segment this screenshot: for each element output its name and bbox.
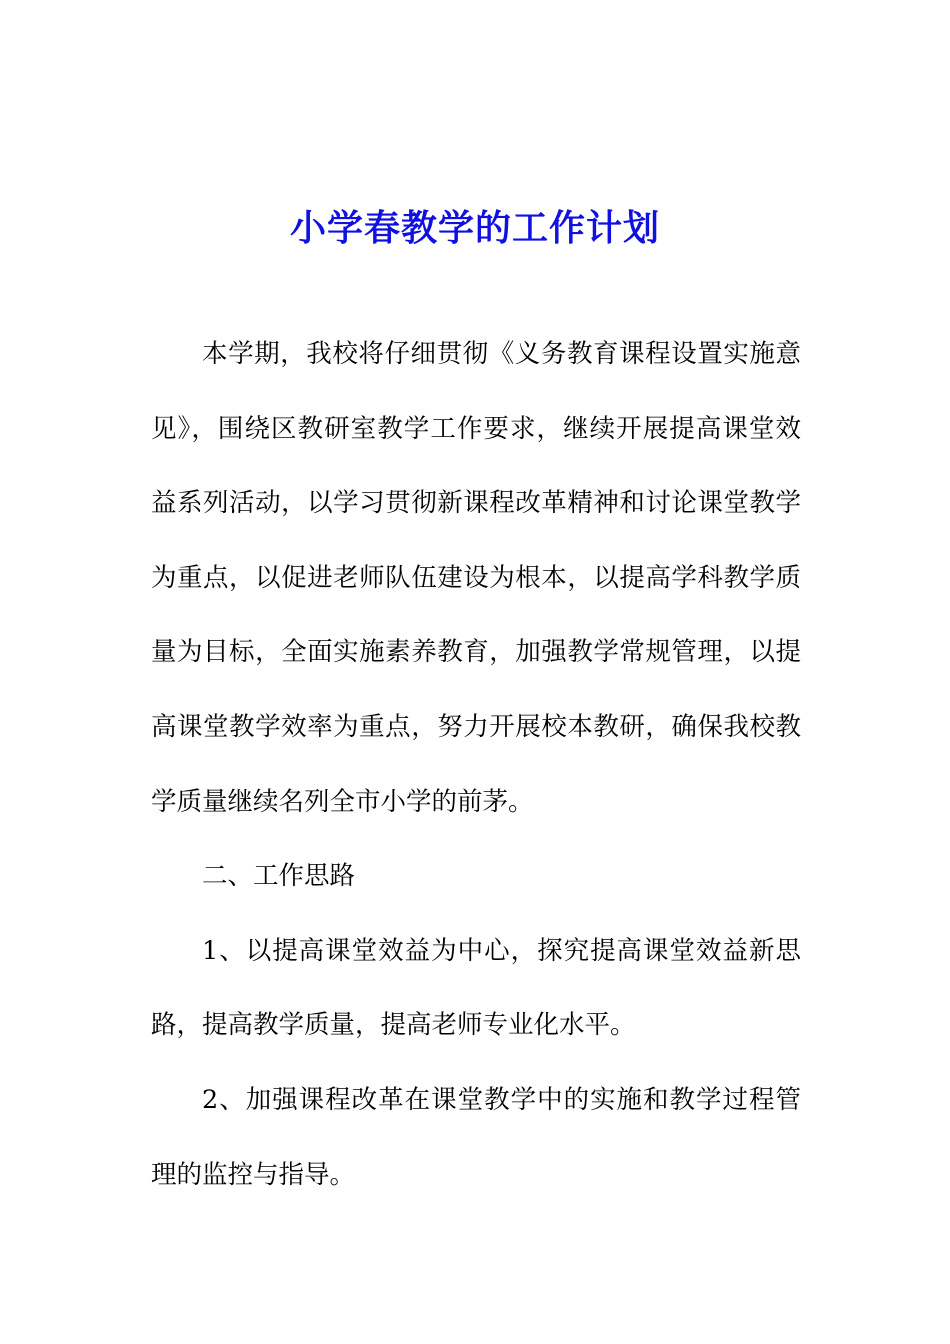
paragraph-item-2: 2、加强课程改革在课堂教学中的实施和教学过程管理的监控与指导。 — [151, 1084, 801, 1190]
document-title: 小学春教学的工作计划 — [289, 207, 660, 250]
document-body — [151, 317, 801, 1212]
section-heading-work-ideas: 二、工作思路 — [202, 861, 356, 892]
paragraph-item-1: 1、以提高课堂效益为中心，探究提高课堂效益新思路，提高教学质量，提高老师专业化水平。 — [151, 935, 801, 1041]
paragraph-intro: 本学期，我校将仔细贯彻《义务教育课程设置实施意见》，围绕区教研室教学工作要求，继续开展提高课堂效益系列活动，以学习贯彻新课程改革精神和讨论课堂教学为重点，以促进老师队伍建设为根本，以提高学科教学质量为目标，全面实施素养教育，加强教学常规管理，以提高课堂教学效率为重点，努力开展校本教研，确保我校教学质量继续名列全市小学的前茅。 — [151, 339, 801, 817]
